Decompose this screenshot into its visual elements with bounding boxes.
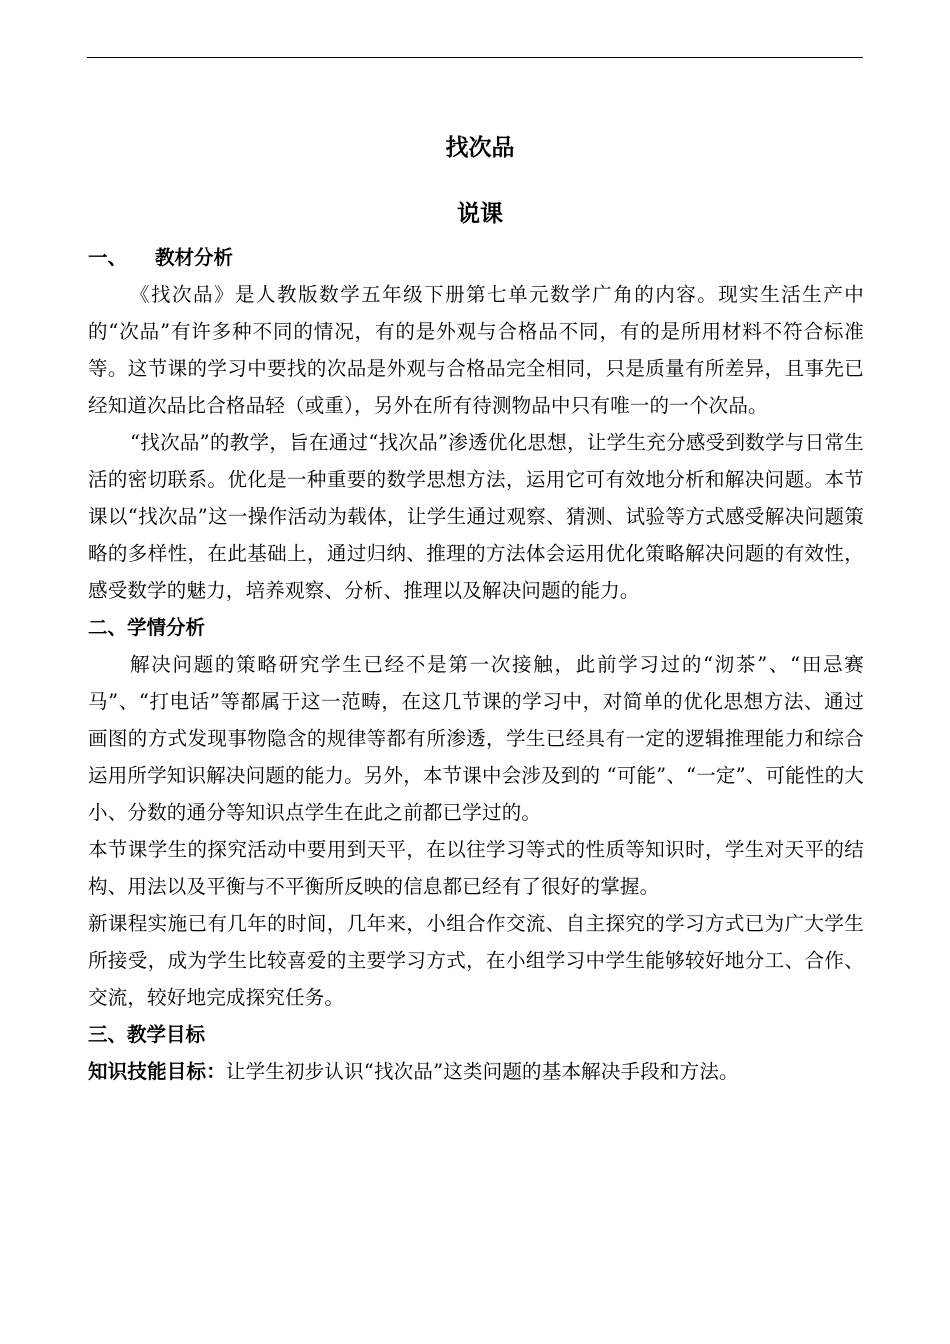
- goal-text: 让学生初步认识“找次品”这类问题的基本解决手段和方法。: [225, 1060, 739, 1083]
- section-heading-material-analysis: [88, 239, 864, 276]
- section-heading-student-analysis: 二、学情分析: [88, 616, 206, 639]
- paragraph: 本节课学生的探究活动中要用到天平，在以往学习等式的性质等知识时，学生对天平的结构、用法以及平衡与不平衡所反映的信息都已经有了很好的掌握。: [88, 838, 864, 898]
- document-title: 找次品: [445, 134, 515, 161]
- paragraph: 解决问题的策略研究学生已经不是第一次接触，此前学习过的“沏茶”、“田忌赛马”、“打电话”等都属于这一范畴，在这几节课的学习中，对简单的优化思想方法、通过画图的方式发现事物隐含的规律等都有所渗透，学生已经具有一定的逻辑推理能力和综合运用所学知识解决问题的能力。另外，本节课中会涉及到的 “可能”、“一定”、可能性的大小、分数的通分等知识点学生在此之前都已学过的。: [88, 653, 864, 824]
- paragraph: 《找次品》是人教版数学五年级下册第七单元数学广角的内容。现实生活生产中的“次品”有许多种不同的情况，有的是外观与合格品不同，有的是所用材料不符合标准等。这节课的学习中要找的次品是外观与合格品完全相同，只是质量有所差异，且事先已经知道次品比合格品轻（或重），另外在所有待测物品中只有唯一的一个次品。: [88, 283, 864, 417]
- document-subtitle: 说课: [457, 200, 503, 227]
- document-body: [88, 128, 864, 1090]
- header-rule: [87, 57, 863, 58]
- section-number: 一、: [88, 246, 128, 269]
- section-title: 教材分析: [155, 246, 234, 269]
- section-heading-teaching-goals: 三、教学目标: [88, 1023, 206, 1046]
- goal-label: 知识技能目标：: [88, 1060, 226, 1083]
- paragraph: 新课程实施已有几年的时间，几年来，小组合作交流、自主探究的学习方式已为广大学生所接受，成为学生比较喜爱的主要学习方式，在小组学习中学生能够较好地分工、合作、交流，较好地完成探究任务。: [88, 912, 864, 1009]
- goal-paragraph: [88, 1053, 864, 1090]
- paragraph: “找次品”的教学，旨在通过“找次品”渗透优化思想，让学生充分感受到数学与日常生活的密切联系。优化是一种重要的数学思想方法，运用它可有效地分析和解决问题。本节课以“找次品”这一操作活动为载体，让学生通过观察、猜测、试验等方式感受解决问题策略的多样性，在此基础上，通过归纳、推理的方法体会运用优化策略解决问题的有效性，感受数学的魅力，培养观察、分析、推理以及解决问题的能力。: [88, 431, 864, 602]
